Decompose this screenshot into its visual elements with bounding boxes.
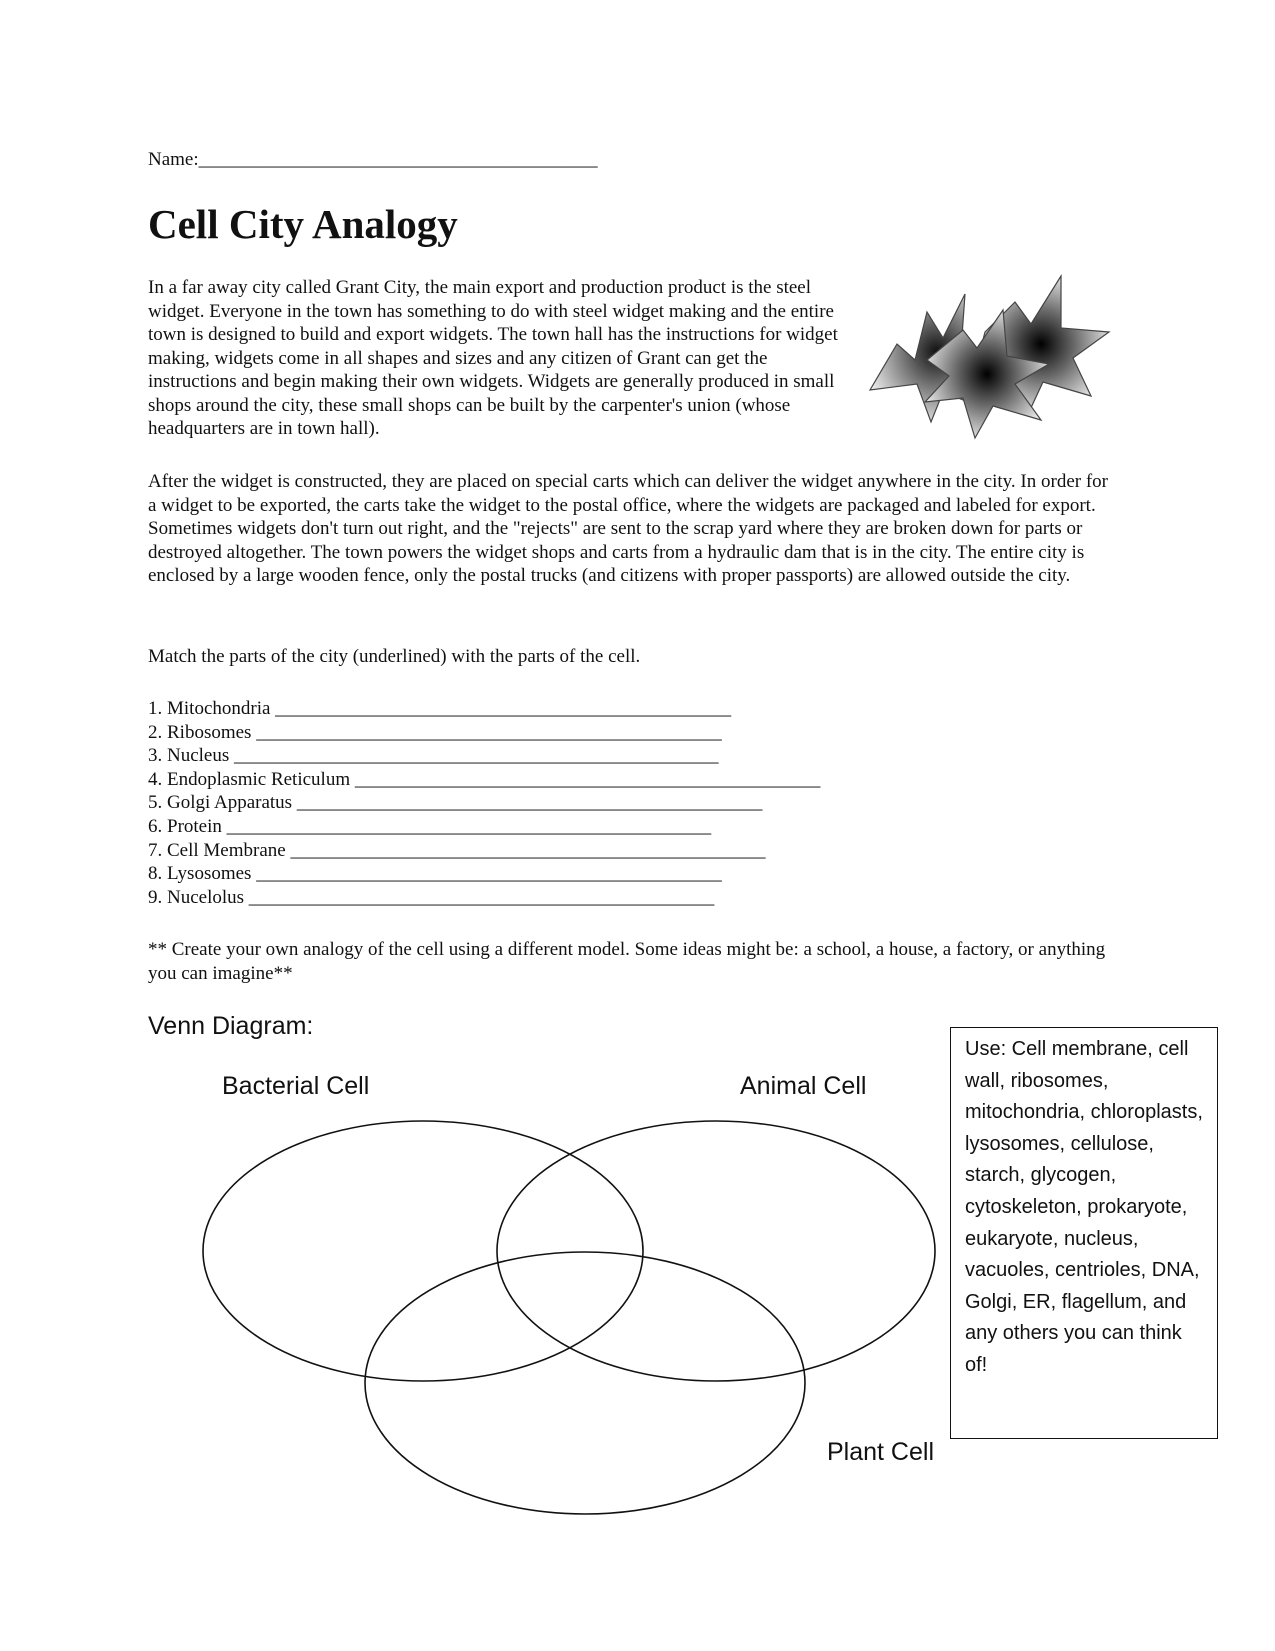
match-item-golgi-apparatus[interactable]: 5. Golgi Apparatus _________________________________________________ <box>148 792 763 814</box>
venn-circle-animal <box>497 1121 935 1381</box>
match-item-cell-membrane[interactable]: 7. Cell Membrane __________________________________________________ <box>148 839 766 861</box>
match-item-ribosomes[interactable]: 2. Ribosomes _________________________________________________ <box>148 721 722 743</box>
match-item-endoplasmic-reticulum[interactable]: 4. Endoplasmic Reticulum _________________________________________________ <box>148 768 821 790</box>
match-item-nucleolus[interactable]: 9. Nucelolus _________________________________________________ <box>148 886 715 908</box>
match-item-protein[interactable]: 6. Protein ___________________________________________________ <box>148 815 712 837</box>
widget-illustration <box>865 272 1115 442</box>
venn-heading: Venn Diagram: <box>148 1012 314 1040</box>
word-bank-box: Use: Cell membrane, cell wall, ribosomes, mitochondria, chloroplasts, lysosomes, cellulose, starch, glycogen, cytoskeleton, prokaryote, eukaryote, nucleus, vacuoles, centrioles, DNA, Golgi, ER, flagellum, and any others you can think of! <box>950 1027 1218 1439</box>
venn-label-plant: Plant Cell <box>827 1438 934 1466</box>
story-paragraph-1: In a far away city called Grant City, the main export and production product is the steel widget. Everyone in the town has something to do with steel widget making and the entire town is designed to build and export widgets. The town hall has the instructions for widget making, widgets come in all shapes and sizes and any citizen of Grant can get the instructions and begin making their own widgets. Widgets are generally produced in small shops around the city, these small shops can be built by the carpenter's union (whose headquarters are in town hall). <box>148 277 838 439</box>
name-field[interactable]: Name:__________________________________________ <box>148 149 598 170</box>
extension-prompt: ** Create your own analogy of the cell using a different model. Some ideas might be: a school, a house, a factory, or anything you can imagine** <box>148 939 1106 984</box>
match-item-lysosomes[interactable]: 8. Lysosomes _________________________________________________ <box>148 863 722 885</box>
venn-circle-bacterial <box>203 1121 643 1381</box>
match-list <box>148 697 820 909</box>
match-instructions: Match the parts of the city (underlined) with the parts of the cell. <box>148 646 641 667</box>
story-paragraph-2: After the widget is constructed, they are placed on special carts which can deliver the widget anywhere in the city. In order for a widget to be exported, the carts take the widget to the postal office, where the widgets are packaged and labeled for export. Sometimes widgets don't turn out right, and the "rejects" are sent to the scrap yard where they are broken down for parts or destroyed altogether. The town powers the widget shops and carts from a hydraulic dam that is in the city. The entire city is enclosed by a large wooden fence, only the postal trucks (and citizens with proper passports) are allowed outside the city. <box>148 471 1109 586</box>
match-item-nucleus[interactable]: 3. Nucleus ___________________________________________________ <box>148 745 719 767</box>
match-item-mitochondria[interactable]: 1. Mitochondria ________________________________________________ <box>148 698 732 719</box>
page-title: Cell City Analogy <box>148 201 458 247</box>
venn-label-bacterial: Bacterial Cell <box>222 1072 370 1100</box>
venn-circle-plant <box>365 1252 805 1514</box>
venn-label-animal: Animal Cell <box>740 1072 867 1100</box>
